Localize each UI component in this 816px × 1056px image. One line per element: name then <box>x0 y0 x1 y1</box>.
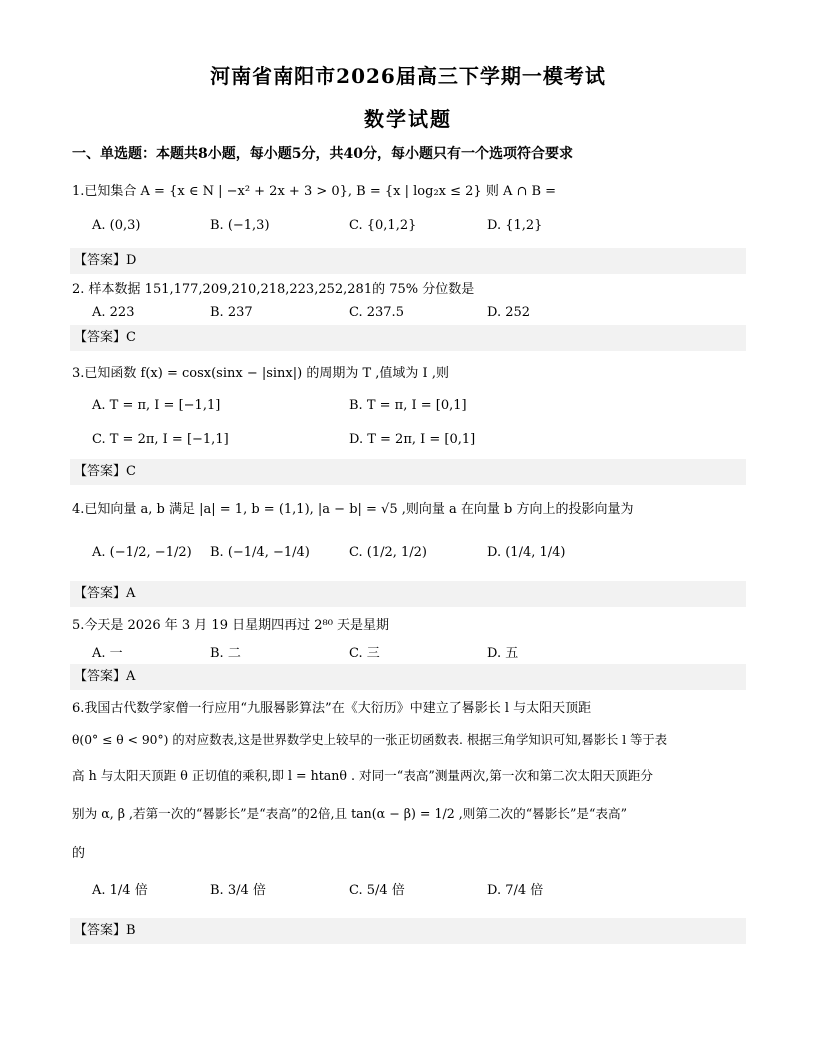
question-3-option-c: C. T = 2π, I = [−1,1] <box>92 432 229 447</box>
question-5-stem: 5.今天是 2026 年 3 月 19 日星期四再过 2⁸⁰ 天是星期 <box>72 618 390 633</box>
question-3-stem: 3.已知函数 f(x) = cosx(sinx − |sinx|) 的周期为 T ,值域为 I ,则 <box>72 366 449 381</box>
answer-value: A <box>126 669 136 684</box>
question-2-answer <box>70 325 746 351</box>
question-6-option-c: C. 5/4 倍 <box>349 883 405 898</box>
question-1-option-d: D. {1,2} <box>487 218 543 233</box>
question-6-option-a: A. 1/4 倍 <box>92 883 148 898</box>
question-1-option-b: B. (−1,3) <box>210 218 270 233</box>
question-1-stem: 1.已知集合 A = {x ∈ N | −x² + 2x + 3 > 0}, B = {x | log₂x ≤ 2} 则 A ∩ B = <box>72 184 557 199</box>
question-6-option-b: B. 3/4 倍 <box>210 883 266 898</box>
question-2-option-b: B. 237 <box>210 305 253 320</box>
question-6-line-4: 别为 α, β ,若第一次的“晷影长”是“表高”的2倍,且 tan(α − β) = 1/2 ,则第二次的“晷影长”是“表高” <box>72 806 628 821</box>
answer-value: C <box>126 464 136 479</box>
question-2-option-c: C. 237.5 <box>349 305 404 320</box>
question-1-option-c: C. {0,1,2} <box>349 218 417 233</box>
question-5-option-d: D. 五 <box>487 646 519 661</box>
answer-value: A <box>126 586 136 601</box>
section-heading: 一、单选题：本题共8小题，每小题5分，共40分，每小题只有一个选项符合要求 <box>72 146 573 162</box>
answer-label: 【答案】 <box>74 923 127 938</box>
question-3-option-a: A. T = π, I = [−1,1] <box>92 398 221 413</box>
question-4-option-d: D. (1/4, 1/4) <box>487 545 566 560</box>
question-6-answer <box>70 918 746 944</box>
answer-label: 【答案】 <box>74 253 127 268</box>
question-4-option-a: A. (−1/2, −1/2) <box>92 545 192 560</box>
page-title: 河南省南阳市2026届高三下学期一模考试 <box>210 64 606 88</box>
answer-label: 【答案】 <box>74 586 127 601</box>
question-5-option-b: B. 二 <box>210 646 241 661</box>
answer-label: 【答案】 <box>74 330 127 345</box>
question-6-line-3: 高 h 与太阳天顶距 θ 正切值的乘积,即 l = htanθ . 对同一“表高”测量两次,第一次和第二次太阳天顶距分 <box>72 768 653 783</box>
question-6-option-d: D. 7/4 倍 <box>487 883 544 898</box>
question-2-option-a: A. 223 <box>92 305 135 320</box>
page-subtitle: 数学试题 <box>364 107 452 131</box>
question-2-stem: 2. 样本数据 151,177,209,210,218,223,252,281的 75% 分位数是 <box>72 282 475 297</box>
answer-label: 【答案】 <box>74 669 127 684</box>
answer-value: D <box>126 253 137 268</box>
answer-value: C <box>126 330 136 345</box>
question-3-answer <box>70 459 746 485</box>
answer-value: B <box>126 923 136 938</box>
question-2-option-d: D. 252 <box>487 305 531 320</box>
question-4-option-c: C. (1/2, 1/2) <box>349 545 427 560</box>
question-5-option-a: A. 一 <box>92 646 123 661</box>
question-1-option-a: A. (0,3) <box>92 218 141 233</box>
question-6-line-5: 的 <box>72 846 86 861</box>
question-3-option-d: D. T = 2π, I = [0,1] <box>349 432 476 447</box>
question-6-line-1: 6.我国古代数学家僧一行应用“九服晷影算法”在《大衍历》中建立了晷影长 l 与太阳天顶距 <box>72 701 592 716</box>
question-5-option-c: C. 三 <box>349 646 380 661</box>
question-1-answer <box>70 248 746 274</box>
question-5-answer <box>70 664 746 690</box>
question-6-line-2: θ(0° ≤ θ < 90°) 的对应数表,这是世界数学史上较早的一张正切函数表. 根据三角学知识可知,晷影长 l 等于表 <box>72 733 667 747</box>
question-4-answer <box>70 581 746 607</box>
answer-label: 【答案】 <box>74 464 127 479</box>
question-4-stem: 4.已知向量 a, b 满足 |a| = 1, b = (1,1), |a − b| = √5 ,则向量 a 在向量 b 方向上的投影向量为 <box>72 502 634 517</box>
question-3-option-b: B. T = π, I = [0,1] <box>349 398 467 413</box>
question-4-option-b: B. (−1/4, −1/4) <box>210 545 310 560</box>
